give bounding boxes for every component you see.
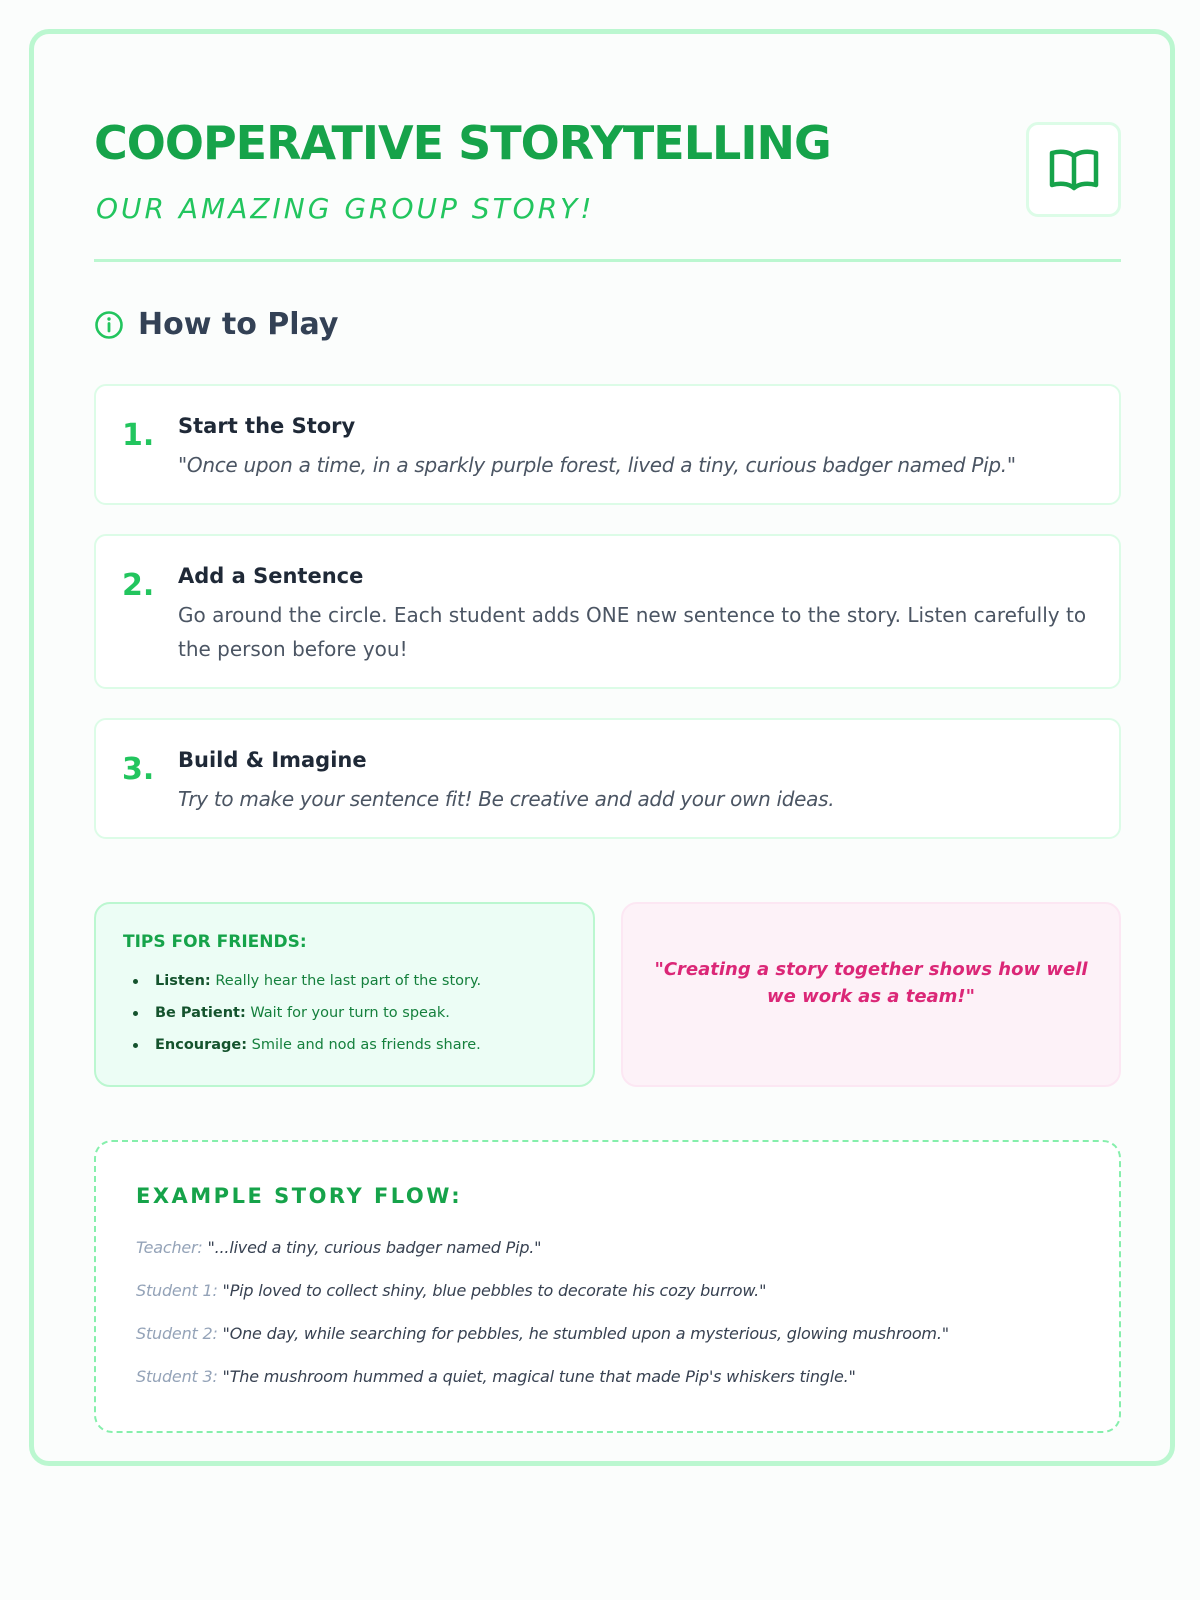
example-speaker: Student 2: bbox=[136, 1324, 218, 1343]
example-text: "Pip loved to collect shiny, blue pebbles to decorate his cozy burrow." bbox=[222, 1281, 767, 1300]
step-card-1 bbox=[94, 384, 1121, 505]
example-text: "The mushroom hummed a quiet, magical tune that made Pip's whiskers tingle." bbox=[222, 1367, 856, 1386]
step-number: 2. bbox=[122, 568, 155, 603]
example-line bbox=[136, 1324, 949, 1343]
tip-item bbox=[123, 1034, 481, 1066]
step-text: "Once upon a time, in a sparkly purple forest, lived a tiny, curious badger named Pip." bbox=[178, 453, 1016, 477]
page-title: COOPERATIVE STORYTELLING bbox=[94, 116, 831, 170]
example-title: EXAMPLE STORY FLOW: bbox=[136, 1184, 463, 1208]
how-to-play-title: How to Play bbox=[138, 307, 339, 342]
step-title: Add a Sentence bbox=[178, 564, 364, 588]
tip-text: Wait for your turn to speak. bbox=[250, 1005, 450, 1021]
tips-list bbox=[123, 970, 481, 1066]
example-text: "...lived a tiny, curious badger named Pip." bbox=[207, 1238, 542, 1257]
tips-box bbox=[94, 902, 595, 1087]
example-line bbox=[136, 1281, 766, 1300]
example-line bbox=[136, 1367, 856, 1386]
step-number: 3. bbox=[122, 752, 155, 787]
worksheet-card bbox=[29, 29, 1175, 1466]
tip-label: Be Patient: bbox=[155, 1005, 246, 1021]
step-number: 1. bbox=[122, 418, 155, 453]
step-text: Try to make your sentence fit! Be creative and add your own ideas. bbox=[178, 787, 835, 811]
book-open-icon bbox=[1048, 146, 1100, 194]
tip-text: Smile and nod as friends share. bbox=[251, 1037, 481, 1053]
tip-label: Listen: bbox=[155, 973, 211, 989]
quote-box bbox=[621, 902, 1121, 1087]
step-card-3 bbox=[94, 718, 1121, 839]
book-icon-box bbox=[1026, 122, 1121, 217]
step-title: Start the Story bbox=[178, 414, 356, 438]
example-line bbox=[136, 1238, 541, 1257]
worksheet-content bbox=[94, 94, 1121, 1386]
tip-label: Encourage: bbox=[155, 1037, 248, 1053]
example-speaker: Teacher: bbox=[136, 1238, 203, 1257]
how-to-play-heading bbox=[94, 307, 338, 342]
step-text: Go around the circle. Each student adds ONE new sentence to the story. Listen carefully to the person before you! bbox=[178, 603, 1087, 661]
tip-item bbox=[123, 1002, 481, 1034]
info-icon bbox=[94, 310, 124, 340]
tips-title: TIPS FOR FRIENDS: bbox=[123, 932, 307, 952]
quote-text: "Creating a story together shows how well we work as a team!" bbox=[654, 958, 1088, 1007]
example-speaker: Student 3: bbox=[136, 1367, 218, 1386]
tip-text: Really hear the last part of the story. bbox=[215, 973, 482, 989]
step-title: Build & Imagine bbox=[178, 748, 367, 772]
step-card-2 bbox=[94, 534, 1121, 689]
page-subtitle: OUR AMAZING GROUP STORY! bbox=[96, 192, 595, 225]
header bbox=[94, 94, 1121, 262]
example-story-box bbox=[94, 1140, 1121, 1433]
example-speaker: Student 1: bbox=[136, 1281, 218, 1300]
example-text: "One day, while searching for pebbles, he stumbled upon a mysterious, glowing mushroom." bbox=[222, 1324, 949, 1343]
tip-item bbox=[123, 970, 481, 1002]
